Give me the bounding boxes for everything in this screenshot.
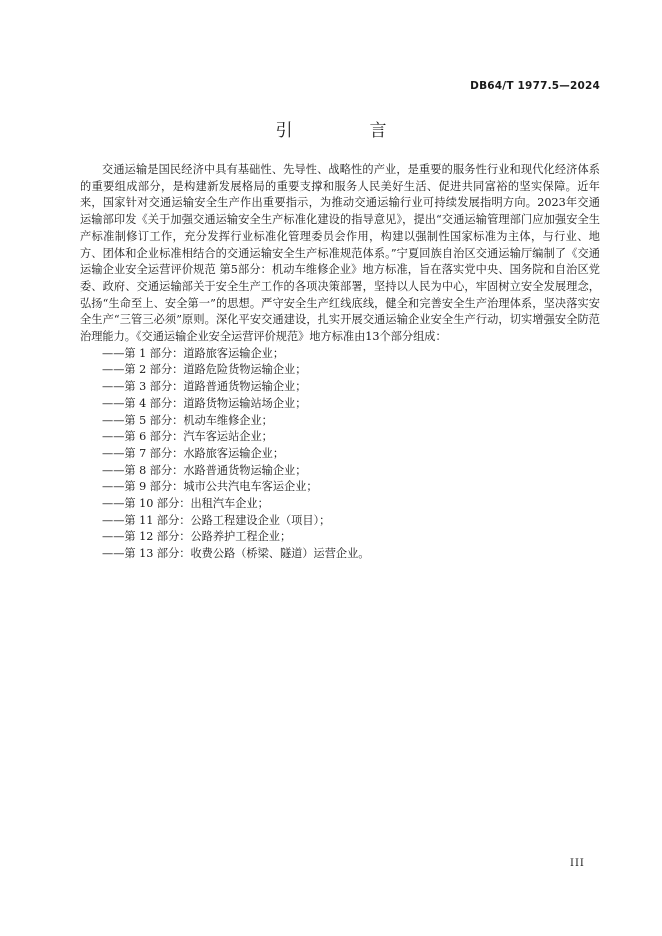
list-item: ——第 12 部分：公路养护工程企业；: [102, 530, 292, 544]
list-item: ——第 7 部分：水路旅客运输企业；: [102, 446, 285, 460]
list-item: ——第 4 部分：道路货物运输站场企业；: [102, 396, 307, 410]
list-item: ——第 3 部分：道路普通货物运输企业；: [102, 380, 307, 394]
list-item: ——第 2 部分：道路危险货物运输企业；: [102, 363, 307, 377]
list-item: ——第 9 部分：城市公共汽电车客运企业；: [102, 480, 318, 494]
list-item: ——第 11 部分：公路工程建设企业（项目）；: [102, 513, 331, 527]
parts-list: [80, 346, 600, 563]
intro-paragraph: 交通运输是国民经济中具有基础性、先导性、战略性的产业，是重要的服务性行业和现代化经济体系的重要组成部分，是构建新发展格局的重要支撑和服务人民美好生活、促进共同富裕的坚实保障。近年来，国家针对交通运输安全生产作出重要指示，为推动交通运输行业可持续发展指明方向。2023年交通运输部印发《关于加强交通运输安全生产标准化建设的指导意见》，提出“交通运输管理部门应加强安全生产标准制修订工作，充分发挥行业标准化管理委员会作用，构建以强制性国家标准为主体，与行业、地方、团体和企业标准相结合的交通运输安全生产标准规范体系。”宁夏回族自治区交通运输厅编制了《交通运输企业安全运营评价规范 第5部分：机动车维修企业》地方标准，旨在落实党中央、国务院和自治区党委、政府、交通运输部关于安全生产工作的各项决策部署，坚持以人民为中心，牢固树立安全发展理念，弘扬“生命至上、安全第一”的思想。严守安全生产红线底线，健全和完善安全生产治理体系，坚决落实安全生产“三管三必须”原则。深化平安交通建设，扎实开展交通运输企业安全生产行动，切实增强安全防范治理能力。《交通运输企业安全运营评价规范》地方标准由13个部分组成：: [80, 163, 600, 344]
list-item: ——第 10 部分：出租汽车企业；: [102, 497, 269, 511]
page-number: III: [570, 858, 585, 869]
list-item: ——第 13 部分：收费公路（桥梁、隧道）运营企业。: [102, 547, 370, 561]
list-item: ——第 1 部分：道路旅客运输企业；: [102, 346, 285, 360]
document-code: DB64/T 1977.5—2024: [470, 80, 600, 92]
list-item: ——第 8 部分：水路普通货物运输企业；: [102, 463, 307, 477]
list-item: ——第 6 部分：汽车客运站企业；: [102, 430, 273, 444]
list-item: ——第 5 部分：机动车维修企业；: [102, 413, 273, 427]
page-title: 引 言: [275, 121, 417, 141]
document-body: [80, 162, 600, 563]
